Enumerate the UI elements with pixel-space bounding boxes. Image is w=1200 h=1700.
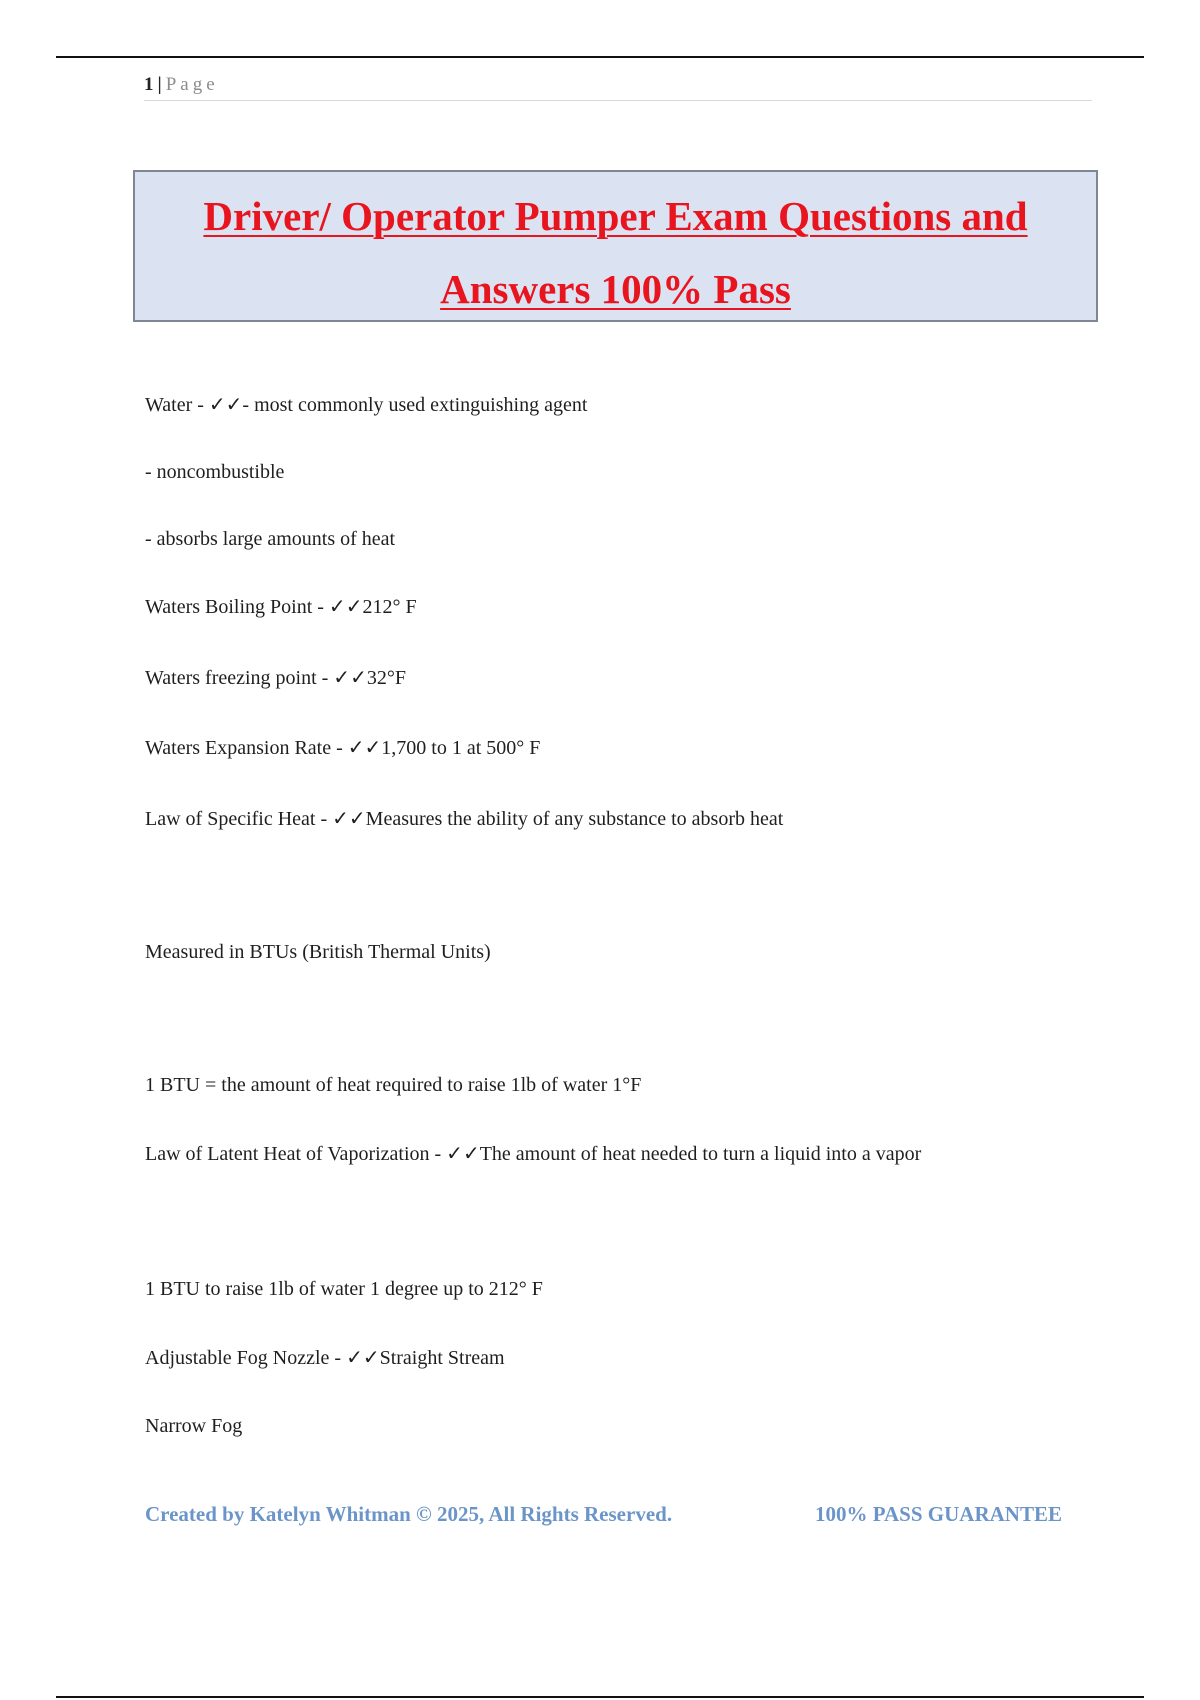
footer-guarantee: 100% PASS GUARANTEE xyxy=(815,1502,1062,1526)
text-line: - noncombustible xyxy=(145,461,285,483)
text-line: Waters Boiling Point - ✓✓212° F xyxy=(145,596,417,618)
page-header xyxy=(144,72,1092,101)
page-number: 1 xyxy=(144,74,154,95)
title-line-2 xyxy=(135,253,1096,326)
text-line: - absorbs large amounts of heat xyxy=(145,528,396,550)
text-line: Law of Latent Heat of Vaporization - ✓✓The amount of heat needed to turn a liquid into a vapor xyxy=(145,1143,922,1165)
text-line: 1 BTU to raise 1lb of water 1 degree up to 212° F xyxy=(145,1278,543,1300)
text-line: Water - ✓✓- most commonly used extinguishing agent xyxy=(145,394,588,416)
bottom-rule xyxy=(56,1696,1144,1698)
page-separator: | xyxy=(157,74,162,95)
text-line: Measured in BTUs (British Thermal Units) xyxy=(145,941,491,963)
text-line: Narrow Fog xyxy=(145,1415,243,1437)
text-line: Waters Expansion Rate - ✓✓1,700 to 1 at 500° F xyxy=(145,737,541,759)
text-line: Adjustable Fog Nozzle - ✓✓Straight Stream xyxy=(145,1347,505,1369)
title-line-2-text: Answers 100% Pass xyxy=(440,266,791,312)
title-line-1-text: Driver/ Operator Pumper Exam Questions and xyxy=(203,193,1028,239)
footer-copyright: Created by Katelyn Whitman © 2025, All Rights Reserved. xyxy=(145,1502,673,1526)
text-line: Waters freezing point - ✓✓32°F xyxy=(145,667,406,689)
top-rule xyxy=(56,56,1144,58)
title-line-1 xyxy=(135,180,1096,253)
text-line: Law of Specific Heat - ✓✓Measures the ability of any substance to absorb heat xyxy=(145,808,784,830)
title-box xyxy=(133,170,1098,322)
text-line: 1 BTU = the amount of heat required to raise 1lb of water 1°F xyxy=(145,1074,642,1096)
page-label: Page xyxy=(165,74,219,95)
